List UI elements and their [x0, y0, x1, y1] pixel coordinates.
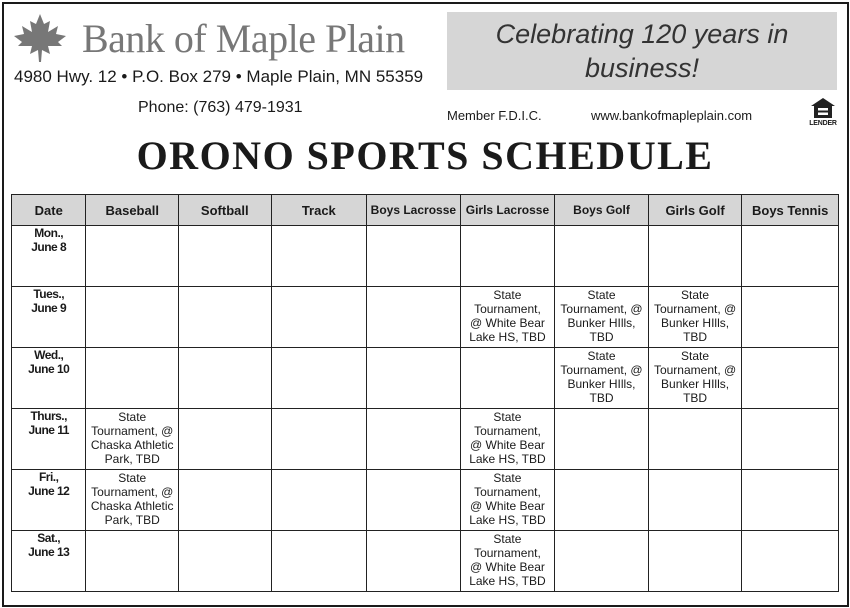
- date-date: June 9: [31, 301, 67, 315]
- schedule-cell: [86, 226, 179, 287]
- schedule-cell: [555, 531, 649, 592]
- event-line: @ White Bear: [470, 499, 545, 513]
- event-line: Tournament, @: [560, 302, 643, 316]
- schedule-cell: [648, 409, 742, 470]
- event-text: [649, 287, 742, 344]
- table-row: [12, 470, 839, 531]
- schedule-cell: [742, 531, 839, 592]
- schedule-cell: [178, 531, 271, 592]
- schedule-cell: [648, 470, 742, 531]
- schedule-cell: [86, 531, 179, 592]
- column-header-boys-golf: Boys Golf: [555, 195, 649, 226]
- event-line: Chaska Athletic: [90, 499, 174, 513]
- event-text: [86, 470, 178, 527]
- column-header-girls-golf: Girls Golf: [648, 195, 742, 226]
- schedule-cell: [178, 348, 271, 409]
- schedule-cell: [367, 531, 461, 592]
- anniversary-banner: [447, 12, 837, 90]
- event-line: State: [493, 471, 522, 485]
- equal-housing-lender-logo: [808, 96, 838, 130]
- event-line: Tournament, @: [560, 363, 643, 377]
- schedule-cell: [367, 287, 461, 348]
- schedule-cell: [271, 470, 367, 531]
- event-line: Bunker HIlls,: [567, 316, 636, 330]
- schedule-cell: [86, 348, 179, 409]
- event-line: TBD: [589, 391, 614, 405]
- schedule-cell: [271, 287, 367, 348]
- schedule-cell: [555, 287, 649, 348]
- schedule-cell: [178, 470, 271, 531]
- schedule-cell: [648, 531, 742, 592]
- schedule-cell: [555, 348, 649, 409]
- event-line: State: [681, 349, 710, 363]
- event-line: @ White Bear: [470, 438, 545, 452]
- schedule-cell: [648, 287, 742, 348]
- event-line: Bunker HIlls,: [567, 377, 636, 391]
- schedule-table: [11, 194, 839, 592]
- event-line: Tournament,: [474, 485, 541, 499]
- date-cell: [12, 348, 86, 409]
- event-line: Park, TBD: [104, 513, 160, 527]
- date-date: June 13: [28, 545, 70, 559]
- schedule-title: ORONO SPORTS SCHEDULE: [136, 133, 714, 178]
- table-row: [12, 287, 839, 348]
- member-fdic: Member F.D.I.C.: [447, 108, 542, 123]
- column-header-softball: Softball: [178, 195, 271, 226]
- column-header-track: Track: [271, 195, 367, 226]
- event-line: State: [493, 532, 522, 546]
- schedule-cell: [178, 409, 271, 470]
- date-date: June 11: [28, 423, 69, 437]
- event-line: @ White Bear: [470, 560, 545, 574]
- date-cell: [12, 287, 86, 348]
- maple-leaf-icon: [12, 12, 68, 64]
- column-header-girls-lacrosse: Girls Lacrosse: [460, 195, 555, 226]
- schedule-cell: [742, 226, 839, 287]
- schedule-cell: [271, 531, 367, 592]
- schedule-cell: [178, 226, 271, 287]
- date-date: June 12: [28, 484, 70, 498]
- table-row: [12, 226, 839, 287]
- column-header-boys-tennis: Boys Tennis: [742, 195, 839, 226]
- schedule-cell: [86, 287, 179, 348]
- event-line: Bunker HIlls,: [661, 316, 730, 330]
- schedule-cell: [460, 531, 555, 592]
- event-line: TBD: [683, 330, 708, 344]
- schedule-cell: [742, 348, 839, 409]
- date-cell: [12, 531, 86, 592]
- schedule-cell: [271, 226, 367, 287]
- website-link[interactable]: www.bankofmapleplain.com: [591, 108, 753, 123]
- event-text: [461, 470, 555, 527]
- event-text: [461, 531, 555, 588]
- event-text: [555, 287, 648, 344]
- event-line: State: [587, 288, 616, 302]
- schedule-cell: [555, 409, 649, 470]
- equal-housing-icon: [808, 96, 838, 120]
- schedule-cell: [86, 470, 179, 531]
- date-day: Fri.,: [38, 470, 59, 484]
- schedule-cell: [742, 287, 839, 348]
- date-day: Thurs.,: [30, 409, 67, 423]
- schedule-cell: [367, 348, 461, 409]
- schedule-cell: [555, 226, 649, 287]
- event-line: State: [681, 288, 710, 302]
- schedule-cell: [742, 470, 839, 531]
- schedule-cell: [86, 409, 179, 470]
- date-day: Wed.,: [34, 348, 64, 362]
- schedule-cell: [648, 226, 742, 287]
- event-line: @ White Bear: [470, 316, 545, 330]
- table-row: [12, 348, 839, 409]
- schedule-cell: [367, 226, 461, 287]
- schedule-cell: [555, 470, 649, 531]
- date-date: June 10: [28, 362, 70, 376]
- bank-phone: Phone: (763) 479-1931: [138, 99, 303, 116]
- table-row: [12, 531, 839, 592]
- event-text: [461, 409, 555, 466]
- column-header-baseball: Baseball: [86, 195, 179, 226]
- event-line: Tournament, @: [653, 363, 737, 377]
- event-line: State: [493, 288, 522, 302]
- schedule-cell: [367, 409, 461, 470]
- schedule-cell: [367, 470, 461, 531]
- schedule-cell: [460, 409, 555, 470]
- column-header-boys-lacrosse: Boys Lacrosse: [367, 195, 461, 226]
- schedule-cell: [460, 226, 555, 287]
- schedule-cell: [271, 348, 367, 409]
- event-line: Tournament, @: [653, 302, 737, 316]
- event-line: State: [493, 410, 522, 424]
- schedule-cell: [178, 287, 271, 348]
- event-line: Tournament,: [474, 546, 541, 560]
- event-line: Lake HS, TBD: [469, 330, 546, 344]
- date-date: June 8: [31, 240, 67, 254]
- date-cell: [12, 470, 86, 531]
- date-day: Tues.,: [33, 287, 65, 301]
- schedule-cell: [460, 470, 555, 531]
- column-header-date: Date: [12, 195, 86, 226]
- eho-label: LENDER: [809, 120, 837, 127]
- event-line: Chaska Athletic: [90, 438, 174, 452]
- event-text: [649, 348, 742, 405]
- header-row: [12, 195, 839, 226]
- event-text: [555, 348, 648, 405]
- event-line: Lake HS, TBD: [469, 452, 546, 466]
- event-line: Lake HS, TBD: [469, 513, 546, 527]
- event-line: Tournament, @: [91, 424, 174, 438]
- date-cell: [12, 409, 86, 470]
- event-line: Tournament, @: [91, 485, 174, 499]
- event-line: Park, TBD: [104, 452, 160, 466]
- event-line: Bunker HIlls,: [661, 377, 730, 391]
- event-line: State: [118, 410, 147, 424]
- date-day: Mon.,: [34, 226, 64, 240]
- event-line: State: [587, 349, 616, 363]
- schedule-cell: [271, 409, 367, 470]
- event-line: State: [118, 471, 147, 485]
- event-line: Tournament,: [474, 424, 541, 438]
- event-line: Tournament,: [474, 302, 541, 316]
- bank-address: 4980 Hwy. 12 • P.O. Box 279 • Maple Plain, MN 55359: [14, 67, 424, 86]
- event-line: TBD: [589, 330, 614, 344]
- bank-name: Bank of Maple Plain: [82, 16, 405, 61]
- schedule-cell: [460, 287, 555, 348]
- banner-text: Celebrating 120 years in business!: [495, 19, 789, 83]
- schedule-cell: [742, 409, 839, 470]
- event-text: [86, 409, 178, 466]
- schedule-cell: [648, 348, 742, 409]
- schedule-cell: [460, 348, 555, 409]
- event-text: [461, 287, 555, 344]
- event-line: TBD: [683, 391, 708, 405]
- event-line: Lake HS, TBD: [469, 574, 546, 588]
- date-day: Sat.,: [37, 531, 61, 545]
- table-row: [12, 409, 839, 470]
- date-cell: [12, 226, 86, 287]
